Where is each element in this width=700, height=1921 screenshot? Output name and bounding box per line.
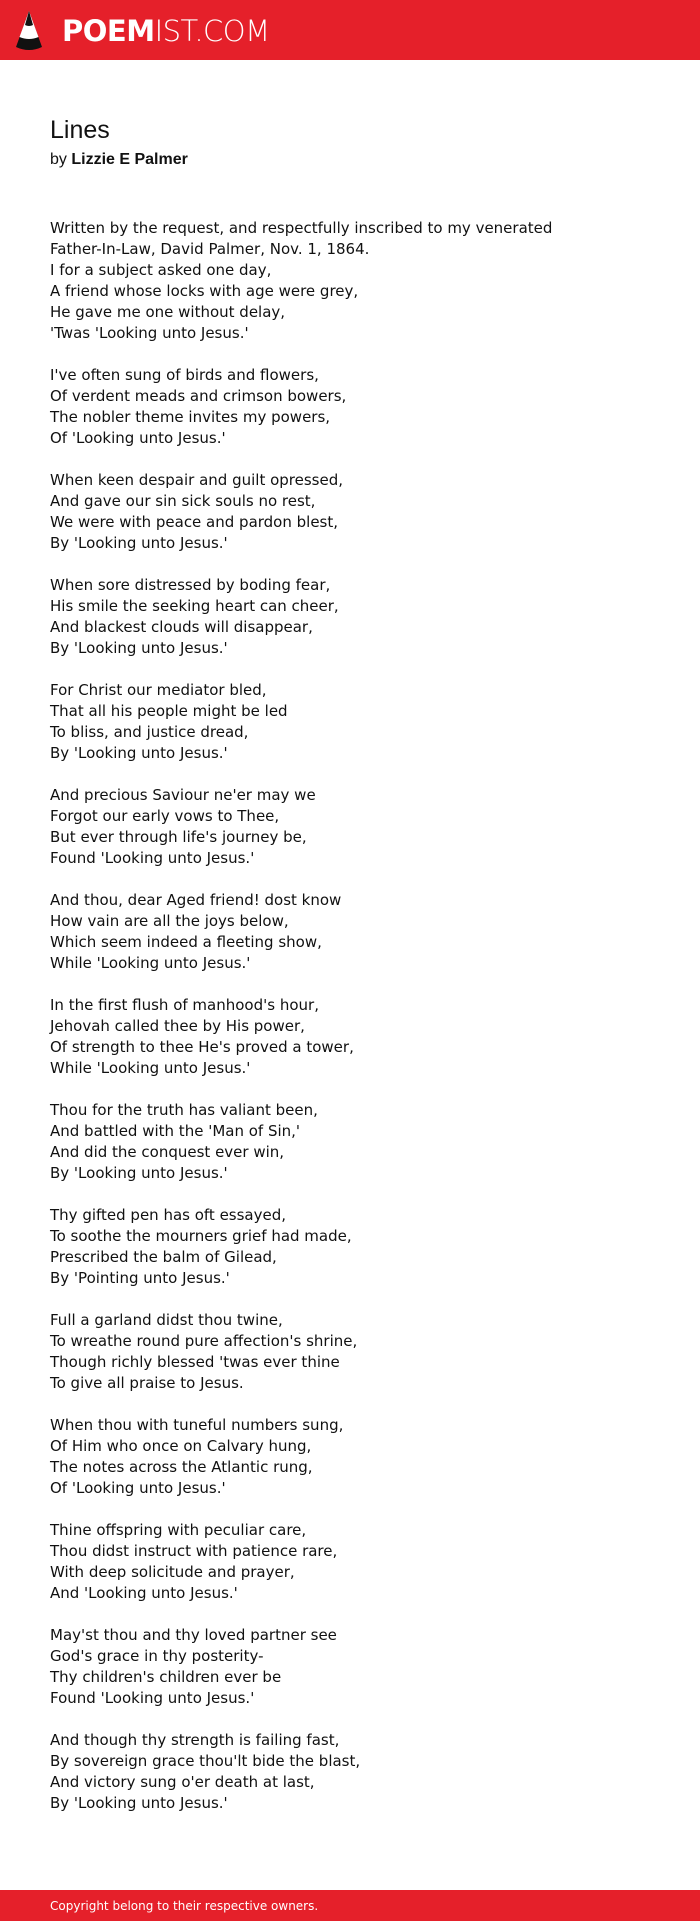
- poem-stanza: [50, 470, 660, 554]
- poem-line: With deep solicitude and prayer,: [50, 1563, 295, 1581]
- poem-stanza: [50, 785, 660, 869]
- poem-line: While 'Looking unto Jesus.': [50, 1059, 251, 1077]
- poem-line: Jehovah called thee by His power,: [50, 1017, 305, 1035]
- poem-line: Father-In-Law, David Palmer, Nov. 1, 1864.: [50, 240, 370, 258]
- poem-stanza: [50, 995, 660, 1079]
- poem-line: Of Him who once on Calvary hung,: [50, 1437, 312, 1455]
- poem-line: And victory sung o'er death at last,: [50, 1773, 315, 1791]
- poem-byline: [50, 148, 660, 172]
- poem-line: And though thy strength is failing fast,: [50, 1731, 340, 1749]
- poem-line: When thou with tuneful numbers sung,: [50, 1416, 344, 1434]
- poem-line: How vain are all the joys below,: [50, 912, 289, 930]
- poem-stanza: [50, 365, 660, 449]
- poem-stanza: [50, 1520, 660, 1604]
- poem-line: 'Twas 'Looking unto Jesus.': [50, 324, 249, 342]
- poem-line: Thine offspring with peculiar care,: [50, 1521, 307, 1539]
- poem-line: By 'Looking unto Jesus.': [50, 534, 228, 552]
- poem-line: While 'Looking unto Jesus.': [50, 954, 251, 972]
- poem-line: The notes across the Atlantic rung,: [50, 1458, 313, 1476]
- poem-stanza: [50, 1625, 660, 1709]
- poem-line: Forgot our early vows to Thee,: [50, 807, 280, 825]
- poem-line: We were with peace and pardon blest,: [50, 513, 339, 531]
- poem-line: For Christ our mediator bled,: [50, 681, 267, 699]
- poem-line: By 'Looking unto Jesus.': [50, 1794, 228, 1812]
- poem-line: When sore distressed by boding fear,: [50, 576, 331, 594]
- poem-line: When keen despair and guilt opressed,: [50, 471, 344, 489]
- poem-line: The nobler theme invites my powers,: [50, 408, 331, 426]
- poem-line: Of verdent meads and crimson bowers,: [50, 387, 347, 405]
- poem-line: He gave me one without delay,: [50, 303, 286, 321]
- poem-line: God's grace in thy posterity-: [50, 1647, 264, 1665]
- site-header: [0, 0, 700, 60]
- poem-line: To soothe the mourners grief had made,: [50, 1227, 352, 1245]
- poem-body: [50, 218, 660, 1835]
- poem-line: A friend whose locks with age were grey,: [50, 282, 359, 300]
- poem-stanza: [50, 890, 660, 974]
- poem-line: By sovereign grace thou'lt bide the blast,: [50, 1752, 361, 1770]
- poem-line: Of 'Looking unto Jesus.': [50, 429, 226, 447]
- site-footer: [0, 1890, 700, 1921]
- poem-line: That all his people might be led: [50, 702, 288, 720]
- poem-line: By 'Looking unto Jesus.': [50, 744, 228, 762]
- poem-line: Of strength to thee He's proved a tower,: [50, 1038, 354, 1056]
- poem-line: Written by the request, and respectfully inscribed to my venerated: [50, 219, 553, 237]
- by-prefix: by: [50, 151, 67, 168]
- poem-stanza: [50, 1205, 660, 1289]
- poem-line: Which seem indeed a fleeting show,: [50, 933, 322, 951]
- poem-line: In the first flush of manhood's hour,: [50, 996, 319, 1014]
- poem-line: And precious Saviour ne'er may we: [50, 786, 316, 804]
- poem-line: I for a subject asked one day,: [50, 261, 272, 279]
- poem-line: Prescribed the balm of Gilead,: [50, 1248, 277, 1266]
- poem-line: Thy gifted pen has oft essayed,: [50, 1206, 287, 1224]
- footer-copyright: Copyright belong to their respective owners.: [50, 1899, 319, 1913]
- poem-stanza: [50, 1730, 660, 1814]
- poem-line: By 'Looking unto Jesus.': [50, 1164, 228, 1182]
- poem-stanza: [50, 1100, 660, 1184]
- poem-line: Though richly blessed 'twas ever thine: [50, 1353, 340, 1371]
- poem-line: May'st thou and thy loved partner see: [50, 1626, 337, 1644]
- poem-line: To give all praise to Jesus.: [50, 1374, 244, 1392]
- poem-line: Found 'Looking unto Jesus.': [50, 1689, 255, 1707]
- poem-line: His smile the seeking heart can cheer,: [50, 597, 339, 615]
- poem-line: Thou didst instruct with patience rare,: [50, 1542, 338, 1560]
- poem-author[interactable]: Lizzie E Palmer: [71, 151, 188, 168]
- poem-stanza: [50, 575, 660, 659]
- poem-line: And gave our sin sick souls no rest,: [50, 492, 316, 510]
- poem-title: Lines: [50, 116, 110, 144]
- pen-nib-icon: [16, 11, 42, 51]
- poem-line: And blackest clouds will disappear,: [50, 618, 313, 636]
- poem-stanza: [50, 680, 660, 764]
- poem-line: Of 'Looking unto Jesus.': [50, 1479, 226, 1497]
- poem-line: And thou, dear Aged friend! dost know: [50, 891, 342, 909]
- poem-line: By 'Looking unto Jesus.': [50, 639, 228, 657]
- poem-line: By 'Pointing unto Jesus.': [50, 1269, 230, 1287]
- poem-stanza: [50, 1310, 660, 1394]
- poem-line: To bliss, and justice dread,: [50, 723, 249, 741]
- poem-line: To wreathe round pure affection's shrine,: [50, 1332, 358, 1350]
- poem-stanza: [50, 218, 660, 344]
- poem-stanza: [50, 1415, 660, 1499]
- poem-line: But ever through life's journey be,: [50, 828, 307, 846]
- poem-line: Thy children's children ever be: [50, 1668, 282, 1686]
- poem-line: Thou for the truth has valiant been,: [50, 1101, 318, 1119]
- poem-header: [50, 113, 660, 172]
- poem-line: Found 'Looking unto Jesus.': [50, 849, 255, 867]
- poem-line: And did the conquest ever win,: [50, 1143, 285, 1161]
- poem-line: I've often sung of birds and flowers,: [50, 366, 319, 384]
- site-logo-link[interactable]: [16, 10, 270, 52]
- poem-line: Full a garland didst thou twine,: [50, 1311, 283, 1329]
- poem-line: And 'Looking unto Jesus.': [50, 1584, 238, 1602]
- poem-line: And battled with the 'Man of Sin,': [50, 1122, 301, 1140]
- site-brand: POEMIST.COM: [62, 14, 270, 48]
